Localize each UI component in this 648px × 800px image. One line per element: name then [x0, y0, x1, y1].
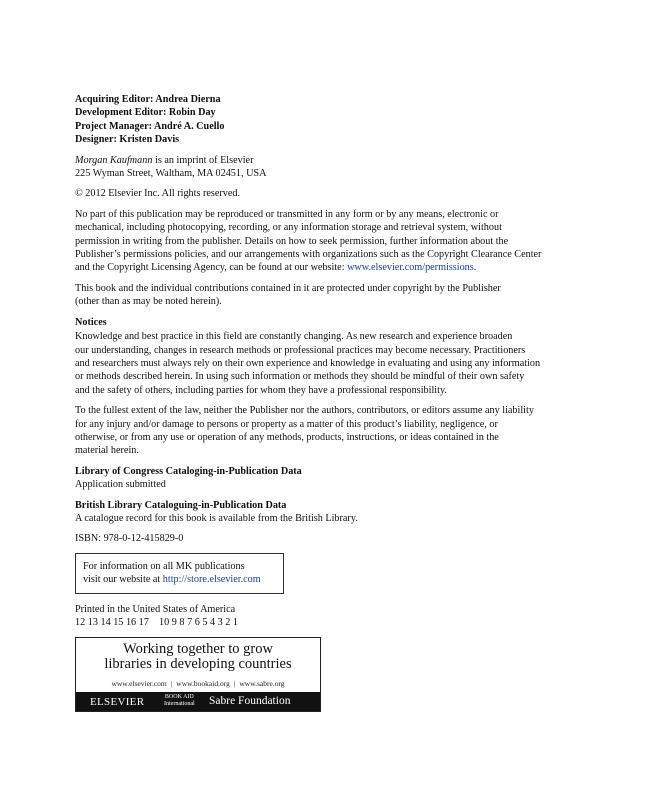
bookaid-logo	[164, 694, 195, 708]
banner-url-separator: |	[170, 679, 173, 689]
banner-url-separator: |	[233, 679, 236, 689]
banner-urls	[76, 679, 320, 688]
banner-logo-bar	[76, 692, 320, 711]
liability-line: material herein.	[75, 445, 139, 457]
imprint-line	[75, 154, 575, 167]
notices-section	[75, 316, 575, 397]
credit-project-manager: Project Manager: André A. Cuello	[75, 120, 225, 132]
permissions-line: No part of this publication may be reproduced or transmitted in any form or by any means, electronic or	[75, 208, 499, 220]
permissions-line: mechanical, including photocopying, recording, or any information storage and retrieval system, without	[75, 222, 502, 234]
permissions-line	[75, 261, 575, 274]
notices-line: and the safety of others, including parties for whom they have a professional responsibility.	[75, 384, 447, 396]
isbn: ISBN: 978-0-12-415829-0	[75, 533, 184, 545]
loc-section	[75, 465, 575, 492]
copyright-notice	[75, 187, 575, 200]
credit-designer: Designer: Kristen Davis	[75, 134, 180, 146]
liability-line: To the fullest extent of the law, neither the Publisher nor the authors, contributors, or editors assume any liability	[75, 405, 534, 417]
notices-heading: Notices	[75, 316, 107, 328]
credit-development-editor: Development Editor: Robin Day	[75, 107, 216, 119]
copyright-page	[75, 93, 575, 712]
imprint-suffix: is an imprint of Elsevier	[152, 154, 254, 166]
liability-line: otherwise, or from any use or operation of any methods, products, instructions, or ideas contained in the	[75, 431, 499, 443]
notices-line: Knowledge and best practice in this field are constantly changing. As new research and experience broaden	[75, 331, 513, 343]
credits-block	[75, 93, 575, 147]
printed-country: Printed in the United States of America	[75, 603, 236, 615]
notices-line: our understanding, changes in research methods or professional practices may become necessary. Practitioners	[75, 344, 526, 356]
contributions-paragraph	[75, 282, 575, 309]
banner-title-line1: Working together to grow	[123, 641, 273, 658]
copyright-line: © 2012 Elsevier Inc. All rights reserved.	[75, 188, 241, 200]
isbn-section	[75, 532, 575, 545]
contributions-line: (other than as may be noted herein).	[75, 296, 222, 308]
libraries-banner	[75, 637, 321, 712]
contributions-line: This book and the individual contributions contained in it are protected under copyright by the Publisher	[75, 282, 501, 294]
mk-box-line1: For information on all MK publications	[83, 560, 245, 572]
mk-box-prefix: visit our website at	[83, 574, 163, 586]
permissions-line: Publisher’s permissions policies, and our arrangements with organizations such as the Copyright Clearance Center	[75, 249, 542, 261]
imprint-block	[75, 154, 575, 181]
elsevier-logo: ELSEVIER	[90, 696, 145, 709]
sabre-foundation-logo: Sabre Foundation	[209, 695, 291, 708]
store-link[interactable]: http://store.elsevier.com	[162, 574, 261, 586]
permissions-paragraph	[75, 208, 575, 275]
british-library-text: A catalogue record for this book is available from the British Library.	[75, 512, 358, 524]
british-library-heading: British Library Cataloguing-in-Publication Data	[75, 499, 287, 511]
permissions-line: permission in writing from the publisher. Details on how to seek permission, further information about the	[75, 235, 509, 247]
credit-acquiring-editor: Acquiring Editor: Andrea Dierna	[75, 94, 221, 105]
notices-line: and researchers must always rely on their own experience and knowledge in evaluating and using any information	[75, 357, 541, 369]
liability-paragraph	[75, 404, 575, 458]
liability-line: for any injury and/or damage to persons or property as a matter of this product’s liability, negligence, or	[75, 418, 498, 430]
british-library-section	[75, 499, 575, 526]
printed-section	[75, 603, 575, 630]
banner-url-elsevier[interactable]: www.elsevier.com	[111, 679, 167, 689]
banner-title-line2: libraries in developing countries	[104, 656, 292, 673]
loc-heading: Library of Congress Cataloging-in-Publication Data	[75, 465, 302, 477]
permissions-last-suffix: .	[473, 262, 477, 274]
bookaid-line2: International	[164, 701, 195, 708]
permissions-last-prefix: and the Copyright Licensing Agency, can be found at our website:	[75, 262, 348, 274]
loc-text: Application submitted	[75, 479, 166, 491]
printing-numbers: 12 13 14 15 16 17 10 9 8 7 6 5 4 3 2 1	[75, 617, 238, 628]
banner-url-bookaid[interactable]: www.bookaid.org	[176, 679, 230, 689]
bookaid-line1: BOOK AID	[164, 694, 194, 701]
imprint-name: Morgan Kaufmann	[75, 154, 153, 166]
mk-publications-box	[75, 553, 284, 594]
banner-url-sabre[interactable]: www.sabre.org	[239, 679, 285, 689]
publisher-address: 225 Wyman Street, Waltham, MA 02451, USA	[75, 168, 267, 180]
permissions-link[interactable]: www.elsevier.com/permissions	[347, 262, 474, 274]
mk-box-line2	[83, 573, 283, 586]
notices-line: or methods described herein. In using such information or methods they should be mindful of their own safety	[75, 371, 525, 383]
